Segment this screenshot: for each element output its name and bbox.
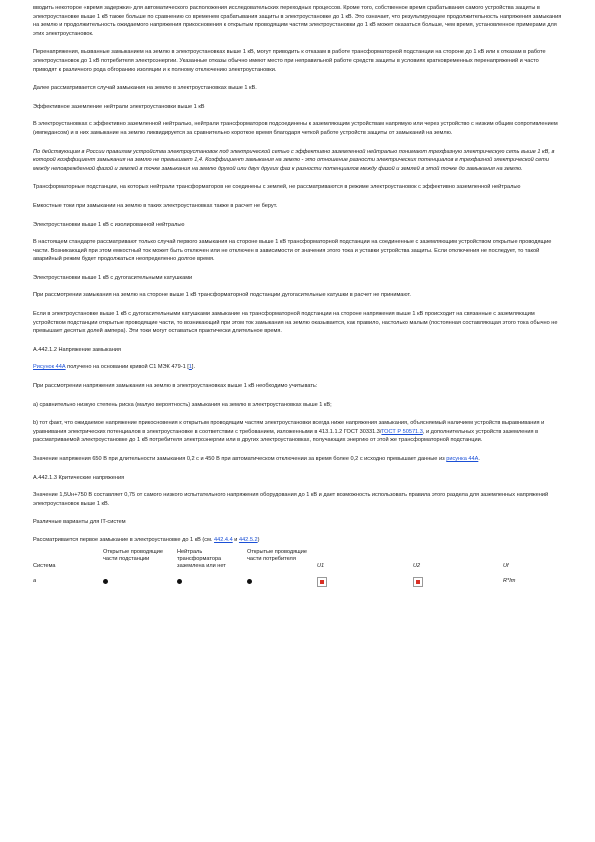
figure-ref-end: ]. <box>191 364 196 371</box>
paragraph-arc-fault: Если в электроустановке выше 1 кВ с дугогасительными катушками замыкание на трансформаторной подстанции на стороне напряжения выше 1 кВ происходит на связанные с заземляющим устройством подстанции открытые проводящие части, то возникающий при этом ток замыкания на землю оказывается, как правило, настолько малым (постоянная составляющая этого тока обычно не превышает десятых долей ампера). Эти токи могут оставаться практически длительное время. <box>33 311 558 335</box>
paragraph-arc-coils: При рассмотрении замыкания на землю на стороне выше 1 кВ трансформаторной подстанции дугогасительные катушки в расчет не принимают. <box>33 292 411 299</box>
table-cell <box>177 571 247 590</box>
heading-isolated-neutral: Электроустановки выше 1 кВ с изолированной нейтралью <box>33 221 185 228</box>
paragraph-figure-ref <box>33 363 563 372</box>
table-header-cell: Нейтраль трансформатора заземлена или нет <box>177 548 226 570</box>
section-442-4-4-link[interactable]: 442.4.4 <box>214 536 233 543</box>
paragraph-case: Далее рассматривается случай замыкания на землю в электроустановках выше 1 кВ. <box>33 85 257 92</box>
paragraph-voltage-values <box>33 455 563 464</box>
paragraph-substations: Трансформаторные подстанции, на которых нейтрали трансформаторов не соединены с землей, не рассматриваются в режиме электроустановок с эффективно заземленной нейтралью <box>33 184 521 191</box>
item-b-text-end: , и дополнительных устройств заземления в рассматриваемой электроустановке до 1 кВ потребителя электроэнергии или в других электроустановках, получающих энергию от этой же трансформаторной подстанции. <box>33 428 539 444</box>
heading-it-systems: Различные варианты для IT-систем <box>33 519 126 526</box>
bullet-icon <box>177 579 182 584</box>
paragraph-effective-grounding: В электроустановках с эффективно заземленной нейтралью, нейтрали трансформаторов подсоединены к заземляющим устройствам напрямую или через устройство с низким общим сопротивлением (импедансом) и в них замыкание на землю ликвидируется за сравнительно короткое время благодаря четкой работе устройств защиты от замыканий на землю. <box>33 121 558 136</box>
voltage-values-text: Значение напряжения 650 В при длительности замыкания 0,2 с и 450 В при автоматическом отключении за время более 0,2 с исходно превышает данные из <box>33 456 447 462</box>
heading-effective-grounding: Эффективное заземление нейтрали электроустановки выше 1 кВ <box>33 103 205 110</box>
paragraph-item-a: а) сравнительно низкую степень риска (малую вероятность) замыкания на землю в электроустановках выше 1 кВ; <box>33 401 332 408</box>
heading-arc-suppression: Электроустановки выше 1 кВ с дугогасительными катушками <box>33 274 193 281</box>
bullet-icon <box>247 579 252 584</box>
table-cell <box>247 571 317 590</box>
figure-44a-link-2[interactable]: рисунка 44А <box>446 456 479 462</box>
table-cell <box>103 571 177 590</box>
broken-image-icon <box>413 577 423 587</box>
table-cell: R*Im <box>503 577 516 584</box>
paragraph-intro: вводить некоторое «время задержки» для автоматического расположения исследовательских переходных процессов. Кроме того, собственное время срабатывания самого устройства защиты в электроустановке выше 1 кВ также больше по сравнению со временем срабатывания защиты в электроустановке до 1 кВ. Это означает, что результирующее продолжительность напряжения замыкания на землю и продолжительность ожидаемого напряжения прикосновения к открытым проводящим частям электроустановки до 1 кВ может оказаться больше, чем время, установленное примерами для этих электроустановок. <box>33 5 562 37</box>
gost-link[interactable]: ГОСТ Р 50571.3 <box>381 428 423 435</box>
first-fault-and: и <box>232 536 239 543</box>
bullet-icon <box>103 579 108 584</box>
table-header-cell: Открытые проводящие части подстанции <box>103 548 164 562</box>
paragraph-isolated-neutral: В настоящем стандарте рассматривают только случай первого замыкания на стороне выше 1 кВ трансформаторной подстанции на соединенные с заземляющим устройством открытые проводящие части. Возникающий при этом емкостный ток может быть отключен или не отключен в зависимости от значения этого тока и уставки устройства защиты. Если отключения не последует, то такой аварийный режим будет продолжаться неопределенно долгое время. <box>33 239 552 263</box>
it-system-table <box>33 549 563 591</box>
section-442-5-2-link[interactable]: 442.5.2 <box>238 536 258 543</box>
paragraph-first-fault <box>33 536 563 545</box>
first-fault-end: ) <box>257 536 260 543</box>
table-header-cell: Система <box>33 563 56 570</box>
table-row <box>33 571 563 590</box>
item-b-text: b) тот факт, что ожидаемое напряжение прикосновения к открытым проводящим частям электроустановки всегда ниже напряжения замыкания, объясняемый наличием устройств выравнивания и уравнивания электрических потенциалов в электроустановке в соответствии с требованием, изложенными в 413.1.1.2 ГОСТ 30331.3/ <box>33 420 545 435</box>
table-header-cell: Открытые проводящие части потребителя <box>247 548 308 562</box>
table-header-cell: Uf <box>503 563 509 570</box>
paragraph-capacitive: Емкостные токи при замыкании на землю в таких электроустановках также в расчет не берут. <box>33 202 278 209</box>
bibliography-ref-link[interactable]: 1 <box>188 364 192 371</box>
paragraph-critical-voltages: Значение 1,5Uн+750 В составляет 0,75 от самого низкого испытательного напряжения оборудования до 1 кВ и дает возможность использовать правила этого раздела для заземленных напряжений электроустановок выше 1 кВ. <box>33 492 549 507</box>
figure-44a-link[interactable]: Рисунок 44А <box>33 364 66 371</box>
table-cell <box>317 571 413 590</box>
paragraph-overvoltage: Перенапряжения, вызванные замыканием на землю в электроустановках выше 1 кВ, могут приводить к отказам в работе трансформаторной подстанции на стороне до 1 кВ или к отказам в работе электроустановок до 1 кВ потребителя электроэнергии. Указанные отказы обычно имеют место при неправильной работе средств защиты в условиях кратковременных перенапряжений и часто приводят к различного рода обгоранию изоляции и к полному отключению электроустановки. <box>33 49 546 73</box>
broken-image-icon <box>317 577 327 587</box>
voltage-values-end: . <box>478 456 480 462</box>
paragraph-consider: При рассмотрении напряжения замыкания на землю в электроустановках выше 1 кВ необходимо учитывать: <box>33 383 318 390</box>
table-cell <box>413 571 503 590</box>
paragraph-item-b <box>33 419 563 445</box>
table-header-cell: U2 <box>413 563 421 570</box>
paragraph-russian-rules: По действующим в России правилам устройства электроустановок под электрической сетью с эффективно заземленной нейтралью понимают трехфазную электрическую сеть выше 1 кВ, в которой коэффициент замыкания на землю не превышает 1,4. Коэффициент замыкания на землю - это отношение разности электрических потенциалов в трехфазной электрической сети между неповрежденной фазой и землей в точке замыкания на землю другой или двух других фаз к разности потенциалов между фазой и землей в этой точке до замыкания на землю. <box>33 148 555 172</box>
figure-ref-text: получено на основании кривой С1 МЭК 479-1 [ <box>65 364 189 371</box>
table-cell: a <box>33 577 37 584</box>
table-header-cell: U1 <box>317 563 325 570</box>
first-fault-text: Рассматривается первое замыкание в электроустановке до 1 кВ (см. <box>33 536 215 543</box>
heading-fault-voltage: А.442.1.2 Напряжение замыкания <box>33 346 121 353</box>
table-header-row <box>33 549 563 571</box>
heading-critical-voltages: А.442.1.3 Критические напряжения <box>33 474 125 481</box>
document-page <box>33 4 563 590</box>
